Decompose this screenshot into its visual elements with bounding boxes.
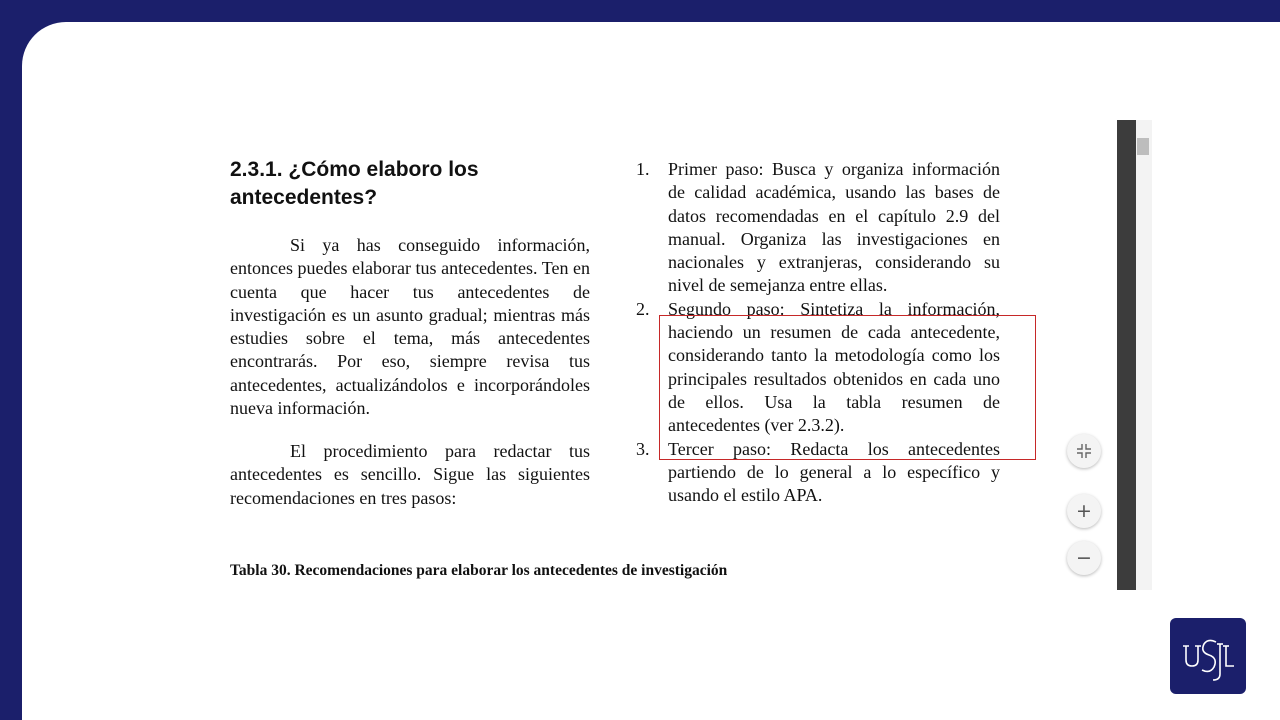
minus-icon: − xyxy=(1076,547,1092,569)
collapse-arrows-icon xyxy=(1076,443,1092,459)
step-number: 2. xyxy=(636,298,650,319)
zoom-in-button[interactable] xyxy=(1067,494,1101,528)
document-page xyxy=(222,120,1118,590)
scrollbar-rail xyxy=(1117,120,1136,590)
plus-icon: + xyxy=(1076,500,1092,522)
list-item xyxy=(636,158,1000,298)
table-caption: Tabla 30. Recomendaciones para elaborar los antecedentes de investigación xyxy=(230,562,728,579)
section-heading: 2.3.1. ¿Cómo elaboro los antecedentes? xyxy=(230,158,479,209)
collapse-button[interactable] xyxy=(1067,434,1101,468)
step-text: Segundo paso: Sintetiza la información, haciendo un resumen de cada antecedente, considerando tanto la metodología como los principales resultados obtenidos en cada uno de ellos. Usa la tabla resumen de antecedentes (ver 2.3.2). xyxy=(668,298,1000,436)
zoom-out-button[interactable] xyxy=(1067,541,1101,575)
step-number: 3. xyxy=(636,438,650,459)
slide-panel xyxy=(22,22,1280,720)
paragraph-procedure: El procedimiento para redactar tus antecedentes es sencillo. Sigue las siguientes recomendaciones en tres pasos: xyxy=(230,441,590,508)
step-text: Tercer paso: Redacta los antecedentes partiendo de lo general a lo específico y usando el estilo APA. xyxy=(668,438,1000,506)
step-two-highlight xyxy=(659,315,1036,460)
paragraph-intro: Si ya has conseguido información, entonces puedes elaborar tus antecedentes. Ten en cuenta que hacer tus antecedentes de investigación es un asunto gradual; mientras más estudies sobre el tema, más antecedentes encontrarás. Por eso, siempre revisa tus antecedentes, actualizándolos e incorporándoles nueva información. xyxy=(230,235,590,419)
usil-monogram-icon xyxy=(1176,624,1240,688)
scrollbar-thumb[interactable] xyxy=(1137,138,1149,155)
vertical-scrollbar[interactable] xyxy=(1117,120,1152,590)
step-number: 1. xyxy=(636,159,650,179)
usil-logo xyxy=(1170,618,1246,694)
step-text: Primer paso: Busca y organiza información de calidad académica, usando las bases de datos recomendadas en el capítulo 2.9 del manual. Organiza las investigaciones en nacionales y extranjeras, considerando su nivel de semejanza entre ellas. xyxy=(668,159,1000,296)
